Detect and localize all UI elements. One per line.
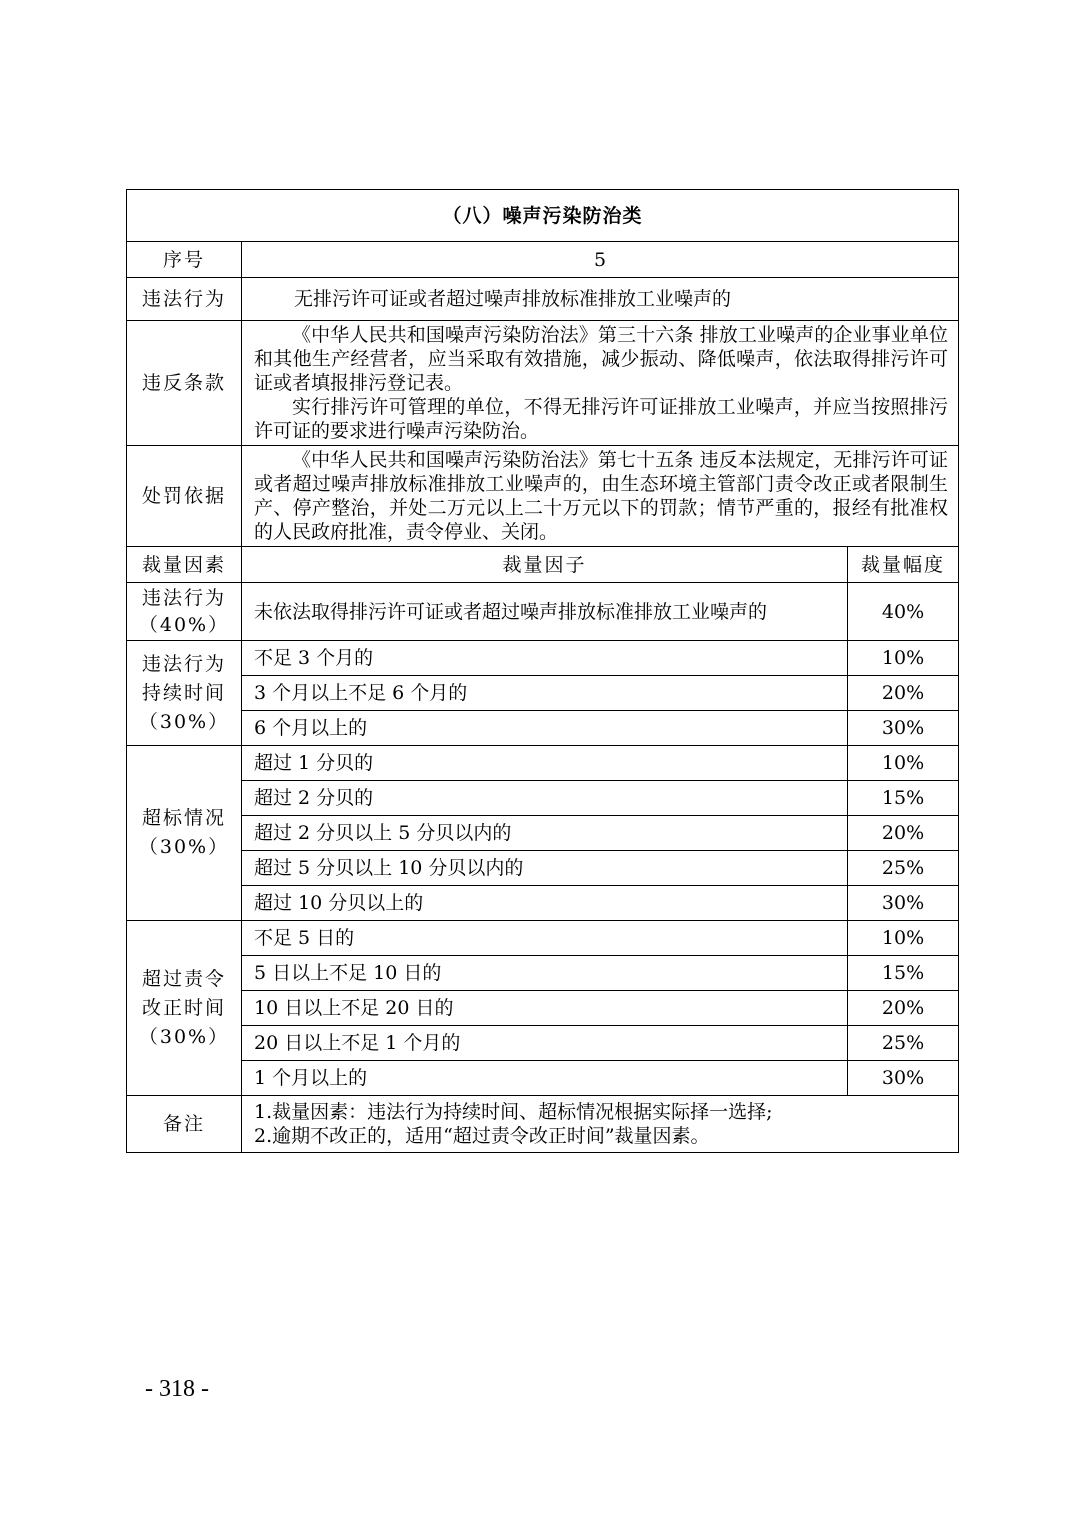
factor-item-pct: 20% bbox=[848, 991, 959, 1026]
factor-item-pct: 15% bbox=[848, 956, 959, 991]
factor-item-desc: 超过 2 分贝的 bbox=[242, 781, 848, 816]
violation-label: 违法行为 bbox=[127, 278, 242, 321]
factor-item-pct: 25% bbox=[848, 851, 959, 886]
factor-weight: （40%） bbox=[138, 613, 230, 636]
factor-item-desc: 未依法取得排污许可证或者超过噪声排放标准排放工业噪声的 bbox=[242, 583, 848, 641]
factor-item-desc: 20 日以上不足 1 个月的 bbox=[242, 1026, 848, 1061]
serial-value: 5 bbox=[242, 242, 959, 278]
factor-item-desc: 10 日以上不足 20 日的 bbox=[242, 991, 848, 1026]
factor-item-pct: 40% bbox=[848, 583, 959, 641]
violated-clause-para-1: 《中华人民共和国噪声污染防治法》第三十六条 排放工业噪声的企业事业单位和其他生产经营者，应当采取有效措施，减少振动、降低噪声，依法取得排污许可证或者填报排污登记表。 bbox=[254, 324, 949, 394]
factor-name-line: 超过责令 bbox=[141, 967, 226, 990]
factor-item-pct: 15% bbox=[848, 781, 959, 816]
factor-weight: （30%） bbox=[138, 1025, 230, 1048]
penalty-basis-para-1: 《中华人民共和国噪声污染防治法》第七十五条 违反本法规定，无排污许可证或者超过噪声排放标准排放工业噪声的，由生态环境主管部门责令改正或者限制生产、停产整治，并处二万元以上二十万元以下的罚款；情节严重的，报经有批准权的人民政府批准，责令停业、关闭。 bbox=[254, 449, 949, 543]
serial-label: 序号 bbox=[127, 242, 242, 278]
remark-line: 2.逾期不改正的，适用“超过责令改正时间”裁量因素。 bbox=[254, 1125, 710, 1147]
factor-item-desc: 超过 5 分贝以上 10 分贝以内的 bbox=[242, 851, 848, 886]
factor-item-pct: 10% bbox=[848, 641, 959, 676]
factor-item-desc: 5 日以上不足 10 日的 bbox=[242, 956, 848, 991]
violated-clause-label: 违反条款 bbox=[127, 321, 242, 446]
factor-item-desc: 超过 10 分贝以上的 bbox=[242, 886, 848, 921]
discretion-table bbox=[126, 189, 959, 1153]
violated-clause-para-2: 实行排污许可管理的单位，不得无排污许可证排放工业噪声，并应当按照排污许可证的要求进行噪声污染防治。 bbox=[254, 396, 949, 442]
factor-item-pct: 25% bbox=[848, 1026, 959, 1061]
factor-name-line: 违法行为 bbox=[141, 652, 226, 675]
remarks-text bbox=[242, 1096, 959, 1153]
factor-item-pct: 30% bbox=[848, 711, 959, 746]
factor-item-pct: 20% bbox=[848, 676, 959, 711]
remarks-label: 备注 bbox=[127, 1096, 242, 1153]
range-header: 裁量幅度 bbox=[848, 547, 959, 583]
factor-item-desc: 1 个月以上的 bbox=[242, 1061, 848, 1096]
penalty-basis-text bbox=[242, 446, 959, 547]
factor-weight: （30%） bbox=[138, 836, 230, 858]
violation-value: 无排污许可证或者超过噪声排放标准排放工业噪声的 bbox=[242, 278, 959, 321]
factor-name-line: 持续时间 bbox=[141, 681, 226, 704]
remark-line: 1.裁量因素：违法行为持续时间、超标情况根据实际择一选择; bbox=[254, 1101, 773, 1123]
factor-item-desc: 不足 3 个月的 bbox=[242, 641, 848, 676]
factor-item-desc: 超过 1 分贝的 bbox=[242, 746, 848, 781]
factor-exceedance bbox=[127, 746, 242, 921]
factor-item-pct: 10% bbox=[848, 746, 959, 781]
factor-name: 超标情况 bbox=[141, 807, 226, 829]
factor-duration bbox=[127, 641, 242, 746]
page-number: - 318 - bbox=[145, 1376, 209, 1402]
factor-violation bbox=[127, 583, 242, 641]
factor-item-pct: 30% bbox=[848, 886, 959, 921]
factor-item-pct: 20% bbox=[848, 816, 959, 851]
factor-header: 裁量因素 bbox=[127, 547, 242, 583]
factor-item-pct: 30% bbox=[848, 1061, 959, 1096]
violated-clause-text bbox=[242, 321, 959, 446]
factor-item-desc: 超过 2 分贝以上 5 分贝以内的 bbox=[242, 816, 848, 851]
factor-name-line: 改正时间 bbox=[141, 996, 226, 1019]
factor-overdue-correction bbox=[127, 921, 242, 1096]
factor-item-desc: 3 个月以上不足 6 个月的 bbox=[242, 676, 848, 711]
factor-weight: （30%） bbox=[138, 710, 230, 733]
factor-item-desc: 6 个月以上的 bbox=[242, 711, 848, 746]
penalty-basis-label: 处罚依据 bbox=[127, 446, 242, 547]
element-header: 裁量因子 bbox=[242, 547, 848, 583]
factor-item-desc: 不足 5 日的 bbox=[242, 921, 848, 956]
factor-item-pct: 10% bbox=[848, 921, 959, 956]
factor-name: 违法行为 bbox=[141, 586, 226, 609]
section-title: （八）噪声污染防治类 bbox=[127, 190, 959, 242]
